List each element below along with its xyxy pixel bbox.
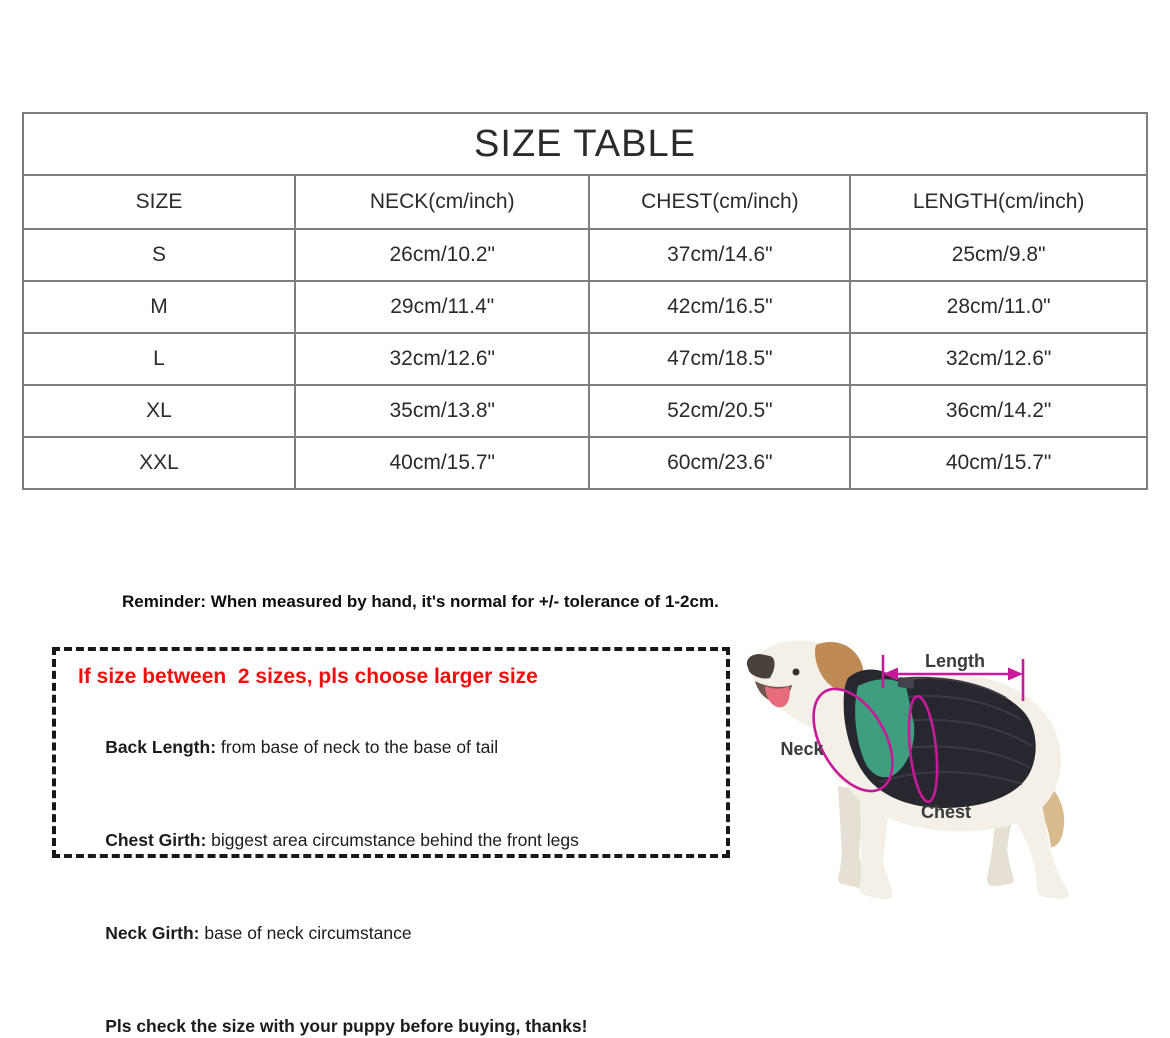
column-header-length: LENGTH(cm/inch)	[850, 175, 1147, 229]
cell-length: 32cm/12.6"	[850, 333, 1147, 385]
note-text: biggest area circumstance behind the front legs	[206, 830, 579, 850]
cell-neck: 29cm/11.4"	[295, 281, 589, 333]
cell-neck: 35cm/13.8"	[295, 385, 589, 437]
cell-length: 36cm/14.2"	[850, 385, 1147, 437]
note-label: Chest Girth:	[105, 830, 207, 850]
size-table	[22, 112, 1148, 490]
cell-size: S	[23, 229, 295, 281]
note-label: Back Length:	[105, 737, 217, 757]
note-label: Neck Girth:	[105, 923, 200, 943]
note-text: base of neck circumstance	[199, 923, 412, 943]
dog-measurement-diagram	[740, 628, 1170, 1013]
chest-label: Chest	[920, 802, 972, 822]
table-header-row	[23, 175, 1147, 229]
cell-length: 25cm/9.8"	[850, 229, 1147, 281]
table-row-m	[23, 281, 1147, 333]
cell-length: 40cm/15.7"	[850, 437, 1147, 489]
cell-length: 28cm/11.0"	[850, 281, 1147, 333]
dog-illustration	[747, 640, 1069, 899]
column-header-size: SIZE	[23, 175, 295, 229]
cell-chest: 42cm/16.5"	[589, 281, 850, 333]
table-row-xl	[23, 385, 1147, 437]
note-label: Pls check the size with your puppy before buying, thanks!	[105, 1016, 588, 1036]
sizing-note-box	[52, 647, 730, 1036]
cell-neck: 40cm/15.7"	[295, 437, 589, 489]
cell-chest: 60cm/23.6"	[589, 437, 850, 489]
size-table-title: SIZE TABLE	[23, 113, 1147, 175]
cell-size: L	[23, 333, 295, 385]
note-line-chest-girth	[76, 794, 716, 887]
length-arrowhead-right	[1008, 668, 1023, 681]
cell-size: XXL	[23, 437, 295, 489]
note-line-back-length	[76, 701, 716, 794]
cell-chest: 52cm/20.5"	[589, 385, 850, 437]
table-title-row	[23, 113, 1147, 175]
table-row-l	[23, 333, 1147, 385]
cell-chest: 37cm/14.6"	[589, 229, 850, 281]
reminder-text: Reminder: When measured by hand, it's normal for +/- tolerance of 1-2cm.	[122, 592, 719, 611]
cell-neck: 26cm/10.2"	[295, 229, 589, 281]
table-row-s	[23, 229, 1147, 281]
note-text: from base of neck to the base of tail	[216, 737, 499, 757]
cell-size: XL	[23, 385, 295, 437]
cell-chest: 47cm/18.5"	[589, 333, 850, 385]
length-label: Length	[925, 651, 985, 671]
dog-tongue	[765, 686, 790, 707]
column-header-neck: NECK(cm/inch)	[295, 175, 589, 229]
note-headline: If size between 2 sizes, pls choose larger size	[78, 665, 538, 688]
cell-size: M	[23, 281, 295, 333]
neck-label: Neck	[780, 739, 824, 759]
dog-eye	[793, 669, 800, 676]
column-header-chest: CHEST(cm/inch)	[589, 175, 850, 229]
note-line-check-size	[76, 980, 716, 1038]
table-row-xxl	[23, 437, 1147, 489]
cell-neck: 32cm/12.6"	[295, 333, 589, 385]
note-line-neck-girth	[76, 887, 716, 980]
dog-nose-icon	[747, 654, 775, 679]
